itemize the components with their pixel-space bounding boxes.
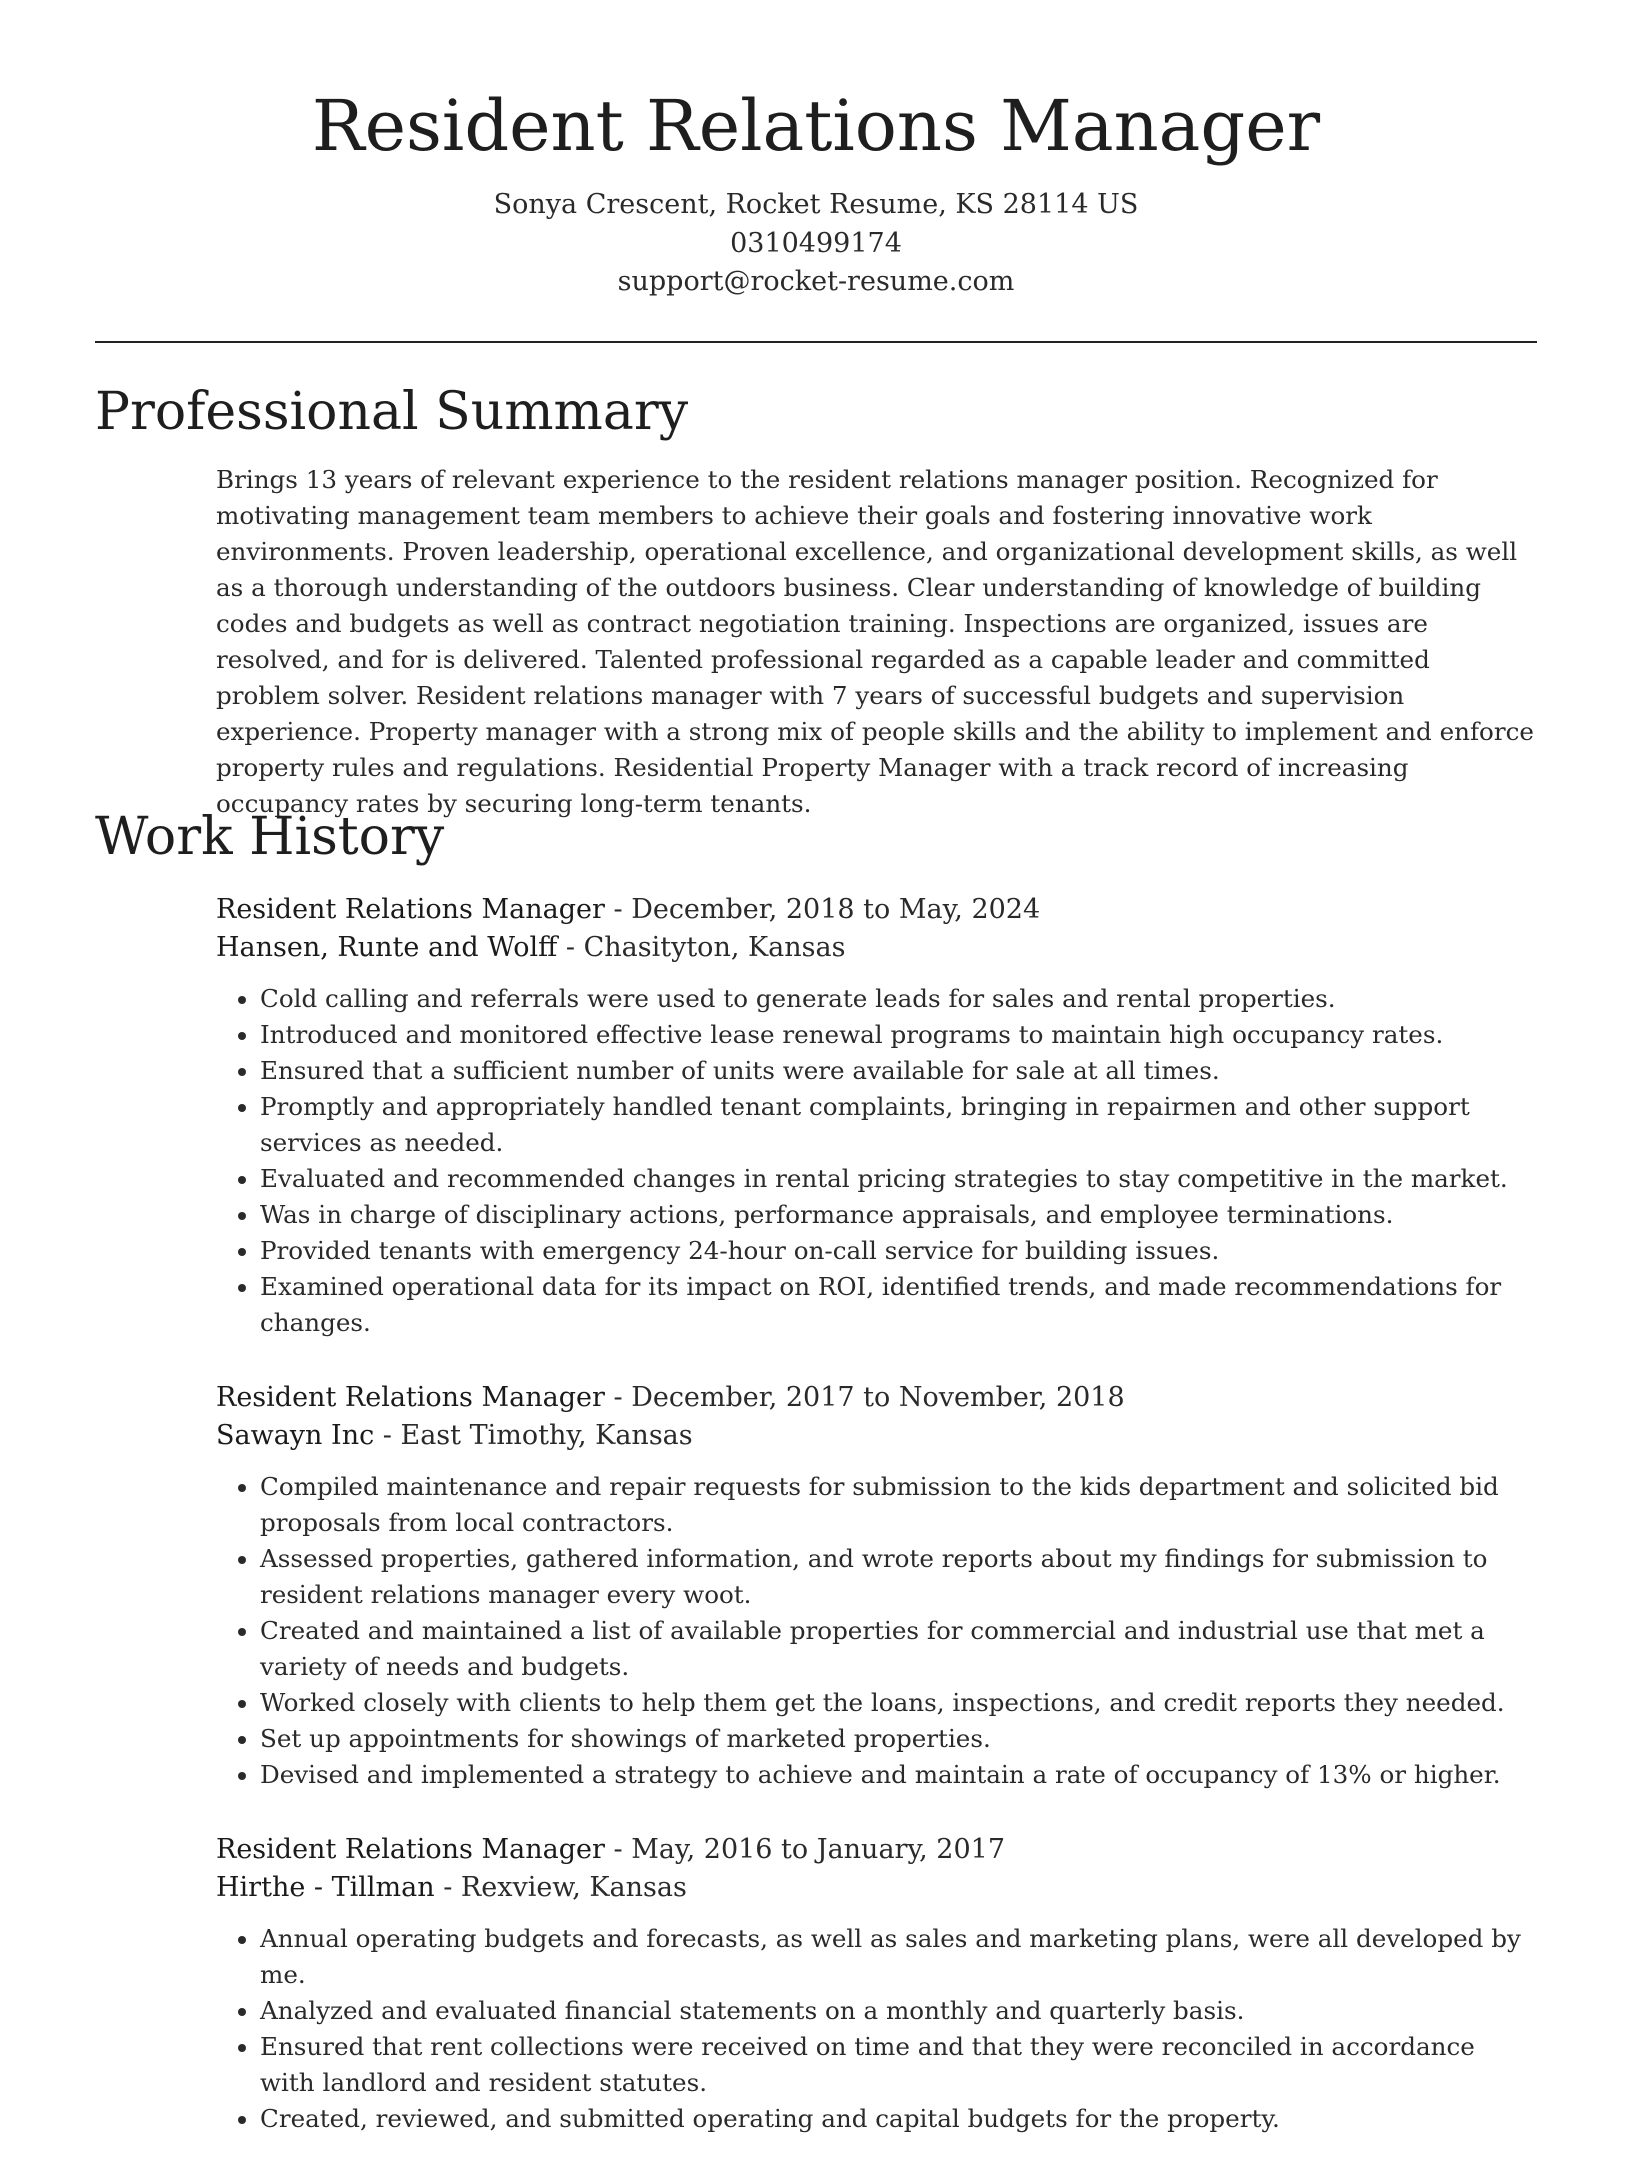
job-location: East Timothy, Kansas [400,1420,693,1451]
separator: - [557,932,584,963]
job-bullet: • Examined operational data for its impact on ROI, identified trends, and made recommendations for changes. [260,1269,1536,1341]
job-bullet: • Set up appointments for showings of marketed properties. [260,1721,1536,1757]
separator: - [434,1872,461,1903]
phone-number: 0310499174 [730,227,902,259]
summary-text: Brings 13 years of relevant experience to the resident relations manager position. Recognized for motivating management team members to achieve their goals and fostering innovative work environments. Proven leadership, operational excellence, and organizational development skills, as well as a thorough understanding of the outdoors business. Clear understanding of knowledge of building codes and budgets as well as contract negotiation training. Inspections are organized, issues are resolved, and for is delivered. Talented professional regarded as a capable leader and committed problem solver. Resident relations manager with 7 years of successful budgets and supervision experience. Property manager with a strong mix of people skills and the ability to implement and enforce property rules and regulations. Residential Property Manager with a track record of increasing occupancy rates by securing long-term tenants. [216,465,1534,818]
job-bullet: • Annual operating budgets and forecasts, as well as sales and marketing plans, were all developed by me. [260,1921,1536,1993]
job-bullet: • Devised and implemented a strategy to achieve and maintain a rate of occupancy of 13% or higher. [260,1757,1536,1793]
job-bullet: • Was in charge of disciplinary actions, performance appraisals, and employee terminations. [260,1197,1536,1233]
address: Sonya Crescent, Rocket Resume, KS 28114 US [493,189,1139,220]
header-divider [95,341,1537,343]
job-bullet: • Created, reviewed, and submitted operating and capital budgets for the property. [260,2101,1536,2137]
email-address: support@rocket-resume.com [617,266,1015,297]
job-title-line [216,1831,1536,1869]
company-name: Hirthe - Tillman [216,1872,435,1903]
job-bullet: • Analyzed and evaluated financial statements on a monthly and quarterly basis. [260,1993,1536,2029]
company-name: Hansen, Runte and Wolff [216,932,558,963]
separator: - [604,1834,632,1865]
job-title-line [216,1379,1536,1417]
job-bullet: • Ensured that a sufficient number of units were available for sale at all times. [260,1053,1536,1089]
job-company-line [216,929,1536,967]
candidate-name: Resident Relations Manager [311,85,1321,167]
job-location: Rexview, Kansas [460,1872,687,1903]
job-bullet: • Provided tenants with emergency 24-hour on-call service for building issues. [260,1233,1536,1269]
job-entry [216,1379,1536,1793]
job-bullet: • Promptly and appropriately handled tenant complaints, bringing in repairmen and other support services as needed. [260,1089,1536,1161]
job-title: Resident Relations Manager [216,1834,605,1865]
separator: - [604,1382,632,1413]
resume-header [0,78,1632,302]
contact-block [0,186,1632,302]
job-entry [216,1831,1536,2137]
job-dates: May, 2016 to January, 2017 [631,1834,1005,1865]
separator: - [374,1420,401,1451]
job-company-line [216,1417,1536,1455]
job-bullet: • Assessed properties, gathered information, and wrote reports about my findings for submission to resident relations manager every woot. [260,1541,1536,1613]
job-bullet: • Introduced and monitored effective lease renewal programs to maintain high occupancy rates. [260,1017,1536,1053]
job-title: Resident Relations Manager [216,1382,605,1413]
job-bullets [216,1469,1536,1793]
job-bullets [216,981,1536,1341]
work-history-list [216,891,1536,2175]
job-dates: December, 2017 to November, 2018 [631,1382,1125,1413]
job-bullet: • Cold calling and referrals were used to generate leads for sales and rental properties. [260,981,1536,1017]
job-company-line [216,1869,1536,1907]
work-history-heading: Work History [95,807,445,867]
job-bullet: • Compiled maintenance and repair requests for submission to the kids department and solicited bid proposals from local contractors. [260,1469,1536,1541]
job-bullet: • Evaluated and recommended changes in rental pricing strategies to stay competitive in the market. [260,1161,1536,1197]
job-bullet: • Ensured that rent collections were received on time and that they were reconciled in accordance with landlord and resident statutes. [260,2029,1536,2101]
job-entry [216,891,1536,1341]
company-name: Sawayn Inc [216,1420,375,1451]
job-bullets [216,1921,1536,2137]
job-title: Resident Relations Manager [216,894,605,925]
summary-heading: Professional Summary [95,382,689,442]
job-bullet: • Created and maintained a list of available properties for commercial and industrial use that met a variety of needs and budgets. [260,1613,1536,1685]
job-dates: December, 2018 to May, 2024 [631,894,1041,925]
job-location: Chasityton, Kansas [583,932,846,963]
separator: - [604,894,632,925]
job-bullet: • Worked closely with clients to help them get the loans, inspections, and credit reports they needed. [260,1685,1536,1721]
job-title-line [216,891,1536,929]
